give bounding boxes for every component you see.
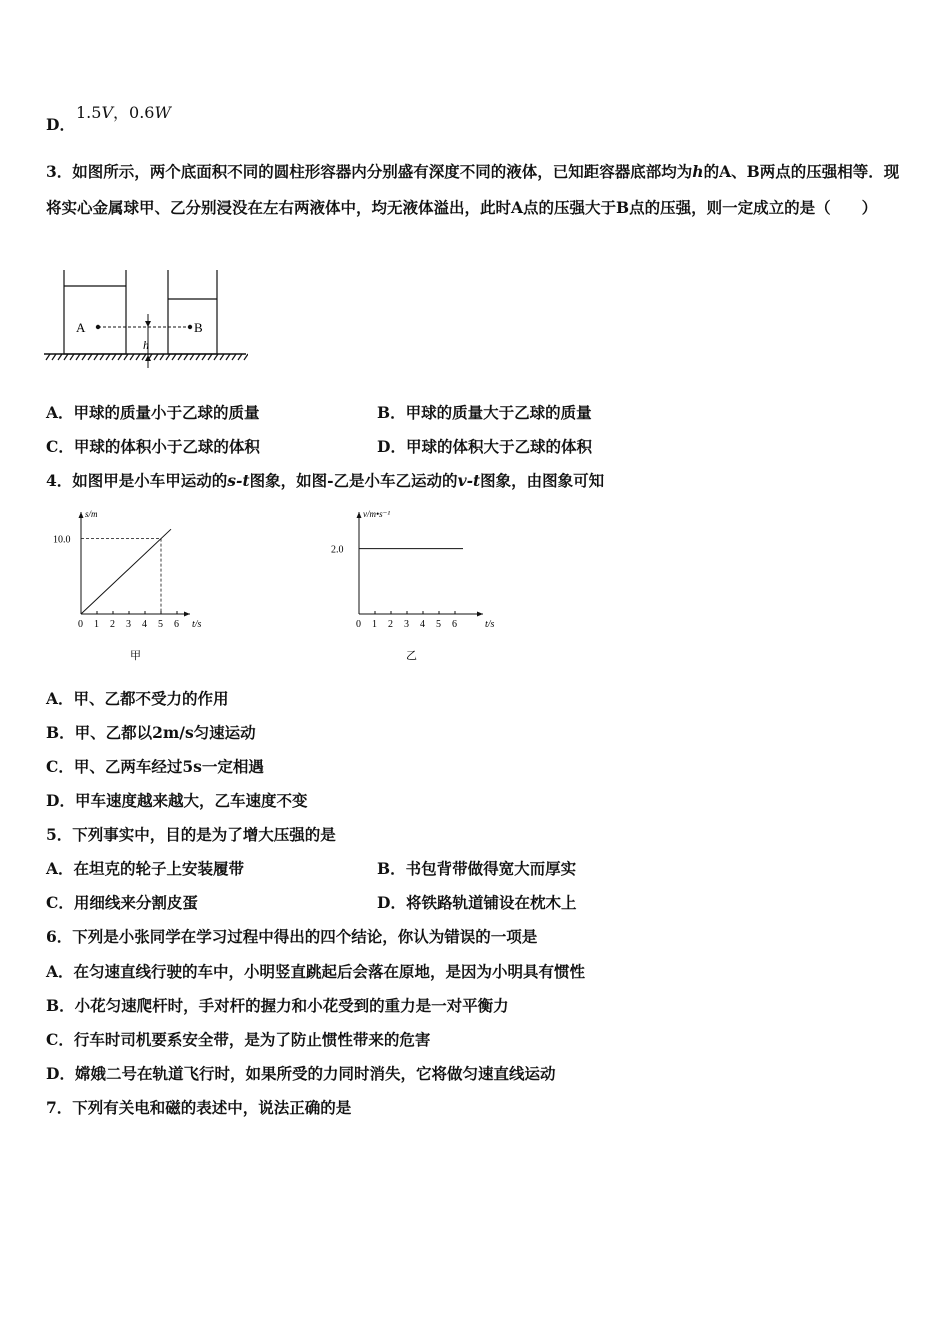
y-tick-label: 2.0 bbox=[331, 544, 344, 556]
q4-stem: 4．如图甲是小车甲运动的s-t图象，如图-乙是小车乙运动的v-t图象，由图象可知 bbox=[46, 471, 605, 490]
hatch-mark bbox=[178, 354, 182, 360]
hatch-mark bbox=[52, 354, 56, 360]
q2-option-d-label: D． bbox=[46, 115, 75, 134]
x-tick-label: 6 bbox=[174, 619, 179, 630]
hatch-mark bbox=[160, 354, 164, 360]
x-axis-label: t/s bbox=[192, 619, 202, 630]
y-axis-arrow bbox=[357, 512, 362, 518]
q3-option-b: B．甲球的质量大于乙球的质量 bbox=[377, 403, 592, 422]
q4-option-b: B．甲、乙都以2m/s匀速运动 bbox=[46, 723, 256, 742]
hatch-mark bbox=[94, 354, 98, 360]
hatch-mark bbox=[88, 354, 92, 360]
x-tick-label: 0 bbox=[356, 619, 361, 630]
q2-option-d-value: 1.5V，0.6W bbox=[76, 103, 171, 122]
label-h: h bbox=[143, 338, 149, 352]
q6-option-c: C．行车时司机要系安全带，是为了防止惯性带来的危害 bbox=[46, 1030, 431, 1049]
q3-option-c: C．甲球的体积小于乙球的体积 bbox=[46, 437, 260, 456]
q4-option-d: D．甲车速度越来越大，乙车速度不变 bbox=[46, 791, 308, 810]
x-tick-label: 2 bbox=[110, 619, 115, 630]
x-tick-label: 5 bbox=[436, 619, 441, 630]
q2-option-d bbox=[46, 115, 75, 135]
x-tick-label: 1 bbox=[372, 619, 377, 630]
hatch-mark bbox=[58, 354, 62, 360]
chart-jia-st bbox=[40, 502, 220, 672]
hatch-mark bbox=[100, 354, 104, 360]
hatch-mark bbox=[220, 354, 224, 360]
x-tick-label: 4 bbox=[420, 619, 425, 630]
right-container bbox=[168, 270, 217, 354]
q3-option-a: A．甲球的质量小于乙球的质量 bbox=[46, 403, 260, 422]
x-tick-label: 5 bbox=[158, 619, 163, 630]
x-tick-label: 2 bbox=[388, 619, 393, 630]
label-a: A bbox=[76, 320, 86, 335]
hatch-mark bbox=[184, 354, 188, 360]
hatch-mark bbox=[208, 354, 212, 360]
hatch-mark bbox=[142, 354, 146, 360]
hatch-mark bbox=[130, 354, 134, 360]
q6-stem: 6．下列是小张同学在学习过程中得出的四个结论，你认为错误的一项是 bbox=[46, 927, 538, 946]
label-b: B bbox=[194, 320, 203, 335]
hatch-mark bbox=[64, 354, 68, 360]
chart-yi-vt bbox=[318, 502, 518, 672]
left-container bbox=[64, 270, 126, 354]
x-axis-label: t/s bbox=[485, 619, 495, 630]
x-axis-arrow bbox=[184, 612, 190, 617]
hatch-mark bbox=[202, 354, 206, 360]
q3-option-d: D．甲球的体积大于乙球的体积 bbox=[377, 437, 592, 456]
q5-option-a: A．在坦克的轮子上安装履带 bbox=[46, 859, 245, 878]
hatch-mark bbox=[154, 354, 158, 360]
chart-caption: 甲 bbox=[130, 650, 141, 662]
y-axis-label: v/m•s⁻¹ bbox=[363, 509, 391, 519]
y-axis-arrow bbox=[79, 512, 84, 518]
hatch-mark bbox=[136, 354, 140, 360]
x-tick-label: 4 bbox=[142, 619, 147, 630]
hatch-mark bbox=[238, 354, 242, 360]
x-tick-label: 1 bbox=[94, 619, 99, 630]
q5-option-c: C．用细线来分割皮蛋 bbox=[46, 893, 198, 912]
hatch-mark bbox=[46, 354, 50, 360]
x-tick-label: 3 bbox=[126, 619, 131, 630]
y-axis-label: s/m bbox=[85, 509, 98, 519]
hatch-mark bbox=[76, 354, 80, 360]
point-b-dot bbox=[188, 325, 192, 329]
q4-option-a: A．甲、乙都不受力的作用 bbox=[46, 689, 229, 708]
hatch-mark bbox=[70, 354, 74, 360]
hatch-mark bbox=[124, 354, 128, 360]
q6-option-b: B．小花匀速爬杆时，手对杆的握力和小花受到的重力是一对平衡力 bbox=[46, 996, 509, 1015]
q5-option-b: B．书包背带做得宽大而厚实 bbox=[377, 859, 577, 878]
hatch-mark bbox=[112, 354, 116, 360]
q6-option-d: D．嫦娥二号在轨道飞行时，如果所受的力同时消失，它将做匀速直线运动 bbox=[46, 1064, 556, 1083]
x-tick-label: 6 bbox=[452, 619, 457, 630]
hatch-mark bbox=[166, 354, 170, 360]
hatch-mark bbox=[244, 354, 248, 360]
x-axis-arrow bbox=[477, 612, 483, 617]
x-tick-label: 3 bbox=[404, 619, 409, 630]
q5-stem: 5．下列事实中，目的是为了增大压强的是 bbox=[46, 825, 336, 844]
q5-option-d: D．将铁路轨道铺设在枕木上 bbox=[377, 893, 577, 912]
q7-stem: 7．下列有关电和磁的表述中，说法正确的是 bbox=[46, 1098, 352, 1117]
hatch-mark bbox=[82, 354, 86, 360]
hatch-mark bbox=[190, 354, 194, 360]
hatch-mark bbox=[226, 354, 230, 360]
series-line-s-t bbox=[81, 529, 171, 614]
x-tick-label: 0 bbox=[78, 619, 83, 630]
q3-stem: 3．如图所示，两个底面积不同的圆柱形容器内分别盛有深度不同的液体，已知距容器底部均为h的A、B两点的压强相等．现将实心金属球甲、乙分别浸没在左右两液体中，均无液体溢出，此时A点的压强大于B点的压强，则一定成立的是（ ） bbox=[46, 162, 900, 217]
point-a-dot bbox=[96, 325, 100, 329]
hatch-mark bbox=[232, 354, 236, 360]
h-arrow-top bbox=[145, 321, 151, 327]
q3-containers-figure bbox=[44, 266, 248, 370]
hatch-mark bbox=[196, 354, 200, 360]
q6-option-a: A．在匀速直线行驶的车中，小明竖直跳起后会落在原地，是因为小明具有惯性 bbox=[46, 962, 586, 981]
chart-caption: 乙 bbox=[406, 650, 417, 662]
hatch-mark bbox=[172, 354, 176, 360]
q4-option-c: C．甲、乙两车经过5s一定相遇 bbox=[46, 757, 264, 776]
hatch-mark bbox=[118, 354, 122, 360]
hatch-mark bbox=[214, 354, 218, 360]
hatch-mark bbox=[106, 354, 110, 360]
y-tick-label: 10.0 bbox=[53, 534, 71, 546]
